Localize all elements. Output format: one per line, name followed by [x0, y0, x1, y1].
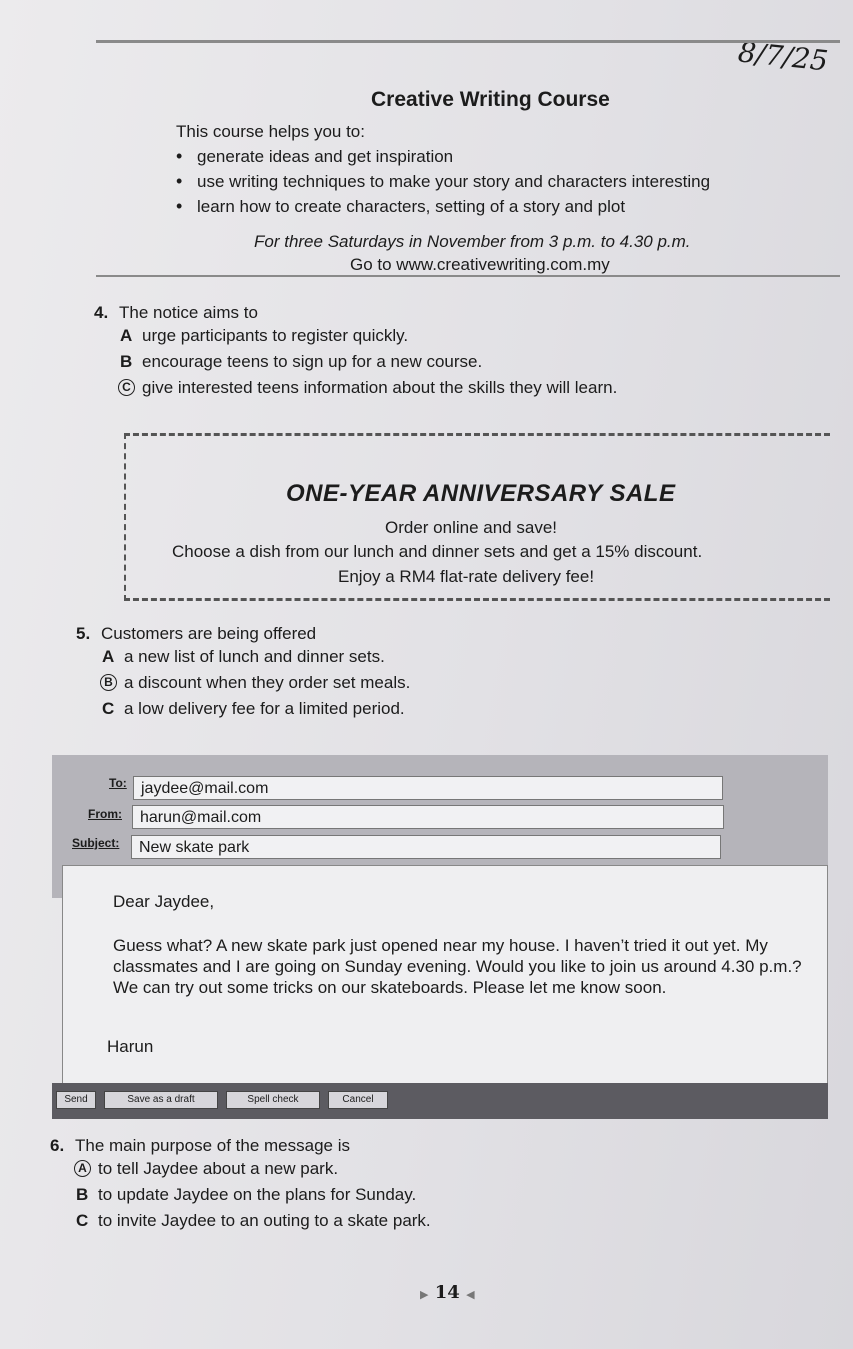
circled-answer: A [74, 1160, 91, 1177]
email-greeting: Dear Jaydee, [113, 892, 215, 911]
subject-field[interactable]: New skate park [131, 835, 721, 859]
sale-notice [124, 433, 830, 601]
sale-line-3: Enjoy a RM4 flat-rate delivery fee! [338, 567, 595, 586]
subject-label: Subject: [72, 836, 120, 850]
circled-answer: C [118, 379, 135, 396]
email-window [52, 755, 828, 1120]
question-text: The main purpose of the message is [75, 1136, 350, 1155]
question-number: 4. [94, 303, 109, 322]
from-field[interactable]: harun@mail.com [132, 805, 724, 829]
question-text: Customers are being offered [101, 624, 317, 643]
question-number: 5. [76, 624, 91, 643]
question-text: The notice aims to [119, 303, 258, 322]
option-c-circled[interactable]: C give interested teens information about the skills they will learn. [94, 378, 617, 401]
email-message: Guess what? A new skate park just opened near my house. I haven’t tried it out yet. My classmates and I are going on Sunday evening. Would you like to join us around 4.30 p.m.? We can try out some tricks on our skateboards. Please let me know soon. [113, 936, 802, 997]
option-a[interactable]: A urge participants to register quickly. [120, 326, 409, 345]
handwritten-date: 8/7/25 [736, 35, 830, 78]
to-field[interactable]: jaydee@mail.com [133, 776, 723, 800]
sale-title: ONE-YEAR ANNIVERSARY SALE [286, 480, 676, 507]
cancel-button[interactable]: Cancel [328, 1091, 388, 1109]
email-toolbar [52, 1083, 828, 1119]
right-triangle-icon: ▶ [420, 1288, 429, 1301]
send-button[interactable]: Send [56, 1091, 96, 1109]
spell-check-button[interactable]: Spell check [226, 1091, 320, 1109]
notice-bullet-list [174, 147, 710, 222]
question-4 [94, 303, 617, 401]
email-signature: Harun [107, 1037, 154, 1056]
option-a-circled[interactable]: A to tell Jaydee about a new park. [50, 1159, 431, 1182]
question-number: 6. [50, 1136, 65, 1155]
to-label: To: [109, 776, 127, 790]
option-b-circled[interactable]: B a discount when they order set meals. [76, 673, 410, 696]
page-number: ▶ 14 ◀ [420, 1282, 475, 1303]
left-triangle-icon: ◀ [466, 1288, 475, 1301]
save-draft-button[interactable]: Save as a draft [104, 1091, 218, 1109]
option-c[interactable]: C a low delivery fee for a limited period. [102, 699, 405, 718]
question-6 [50, 1136, 431, 1234]
course-notice [96, 40, 840, 277]
notice-title: Creative Writing Course [371, 88, 610, 111]
email-body[interactable] [62, 865, 828, 1097]
sale-line-2: Choose a dish from our lunch and dinner sets and get a 15% discount. [172, 542, 703, 561]
sale-line-1: Order online and save! [385, 518, 557, 537]
circled-answer: B [100, 674, 117, 691]
bullet-item: • generate ideas and get inspiration [174, 147, 710, 172]
option-a[interactable]: A a new list of lunch and dinner sets. [102, 647, 385, 666]
from-label: From: [88, 807, 122, 821]
bullet-item: • learn how to create characters, setting of a story and plot [174, 197, 710, 222]
option-c[interactable]: C to invite Jaydee to an outing to a skate park. [76, 1211, 431, 1230]
notice-schedule: For three Saturdays in November from 3 p.m. to 4.30 p.m. [254, 232, 691, 251]
option-b[interactable]: B to update Jaydee on the plans for Sunday. [76, 1185, 417, 1204]
option-b[interactable]: B encourage teens to sign up for a new course. [120, 352, 483, 371]
bullet-item: • use writing techniques to make your story and characters interesting [174, 172, 710, 197]
notice-intro: This course helps you to: [176, 122, 365, 141]
question-5 [76, 624, 410, 722]
notice-website: Go to www.creativewriting.com.my [350, 255, 610, 274]
